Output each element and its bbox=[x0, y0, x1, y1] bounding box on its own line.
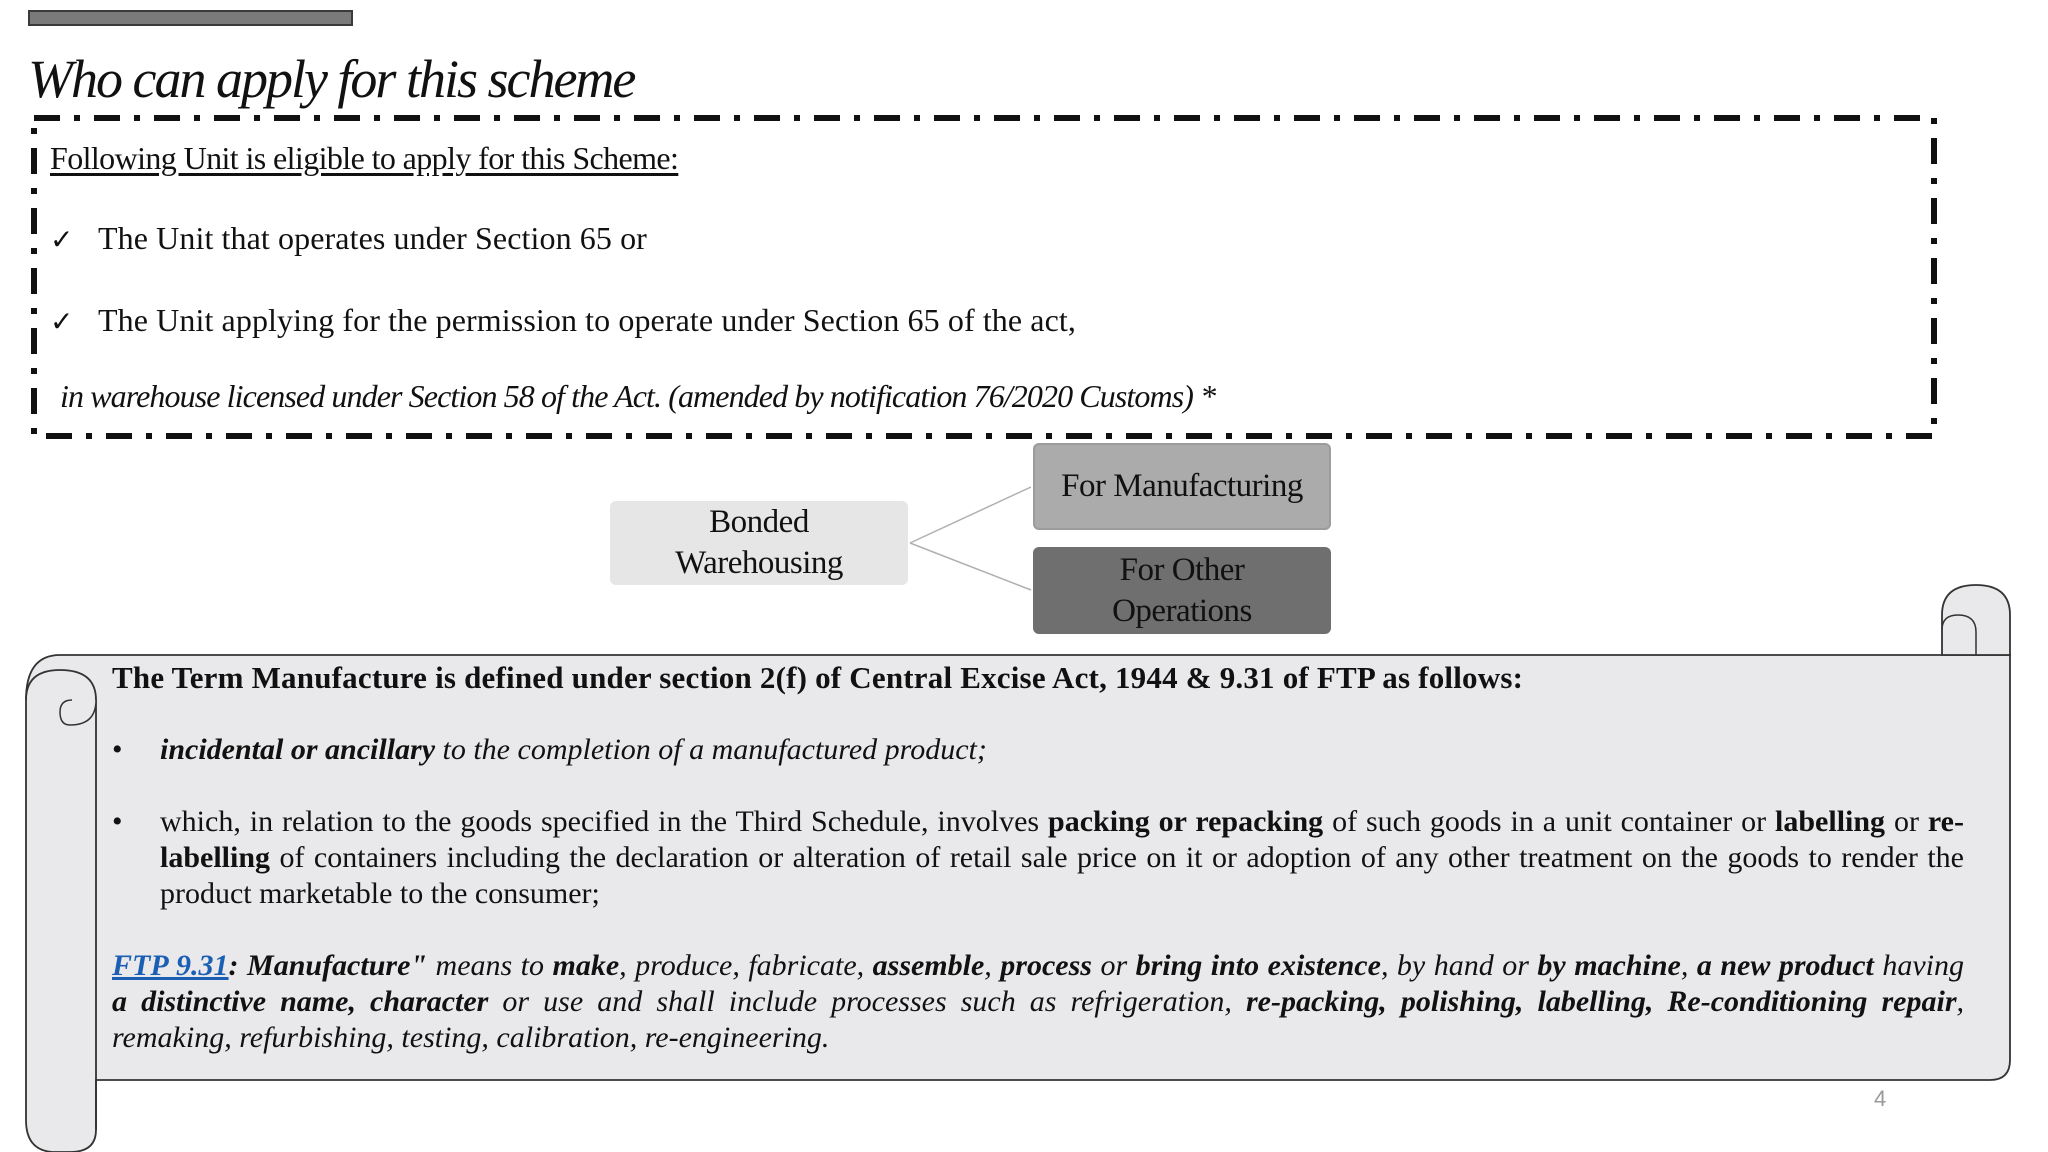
bullet-icon: • bbox=[112, 733, 123, 766]
eligibility-item-text: The Unit applying for the permission to operate under Section 65 of the act, bbox=[98, 302, 1077, 338]
checkmark-icon: ✓ bbox=[50, 305, 74, 338]
bullet-text: which, in relation to the goods specified in the Third Schedule, involves bbox=[160, 805, 1049, 838]
bullet-bold-text: re-labelling bbox=[160, 805, 1964, 874]
ftp-bold-text: re-packing, polishing, labelling, Re-conditioning repair bbox=[1245, 985, 1957, 1018]
bullet-bold-text: labelling bbox=[1775, 805, 1886, 838]
definition-heading: The Term Manufacture is defined under section 2(f) of Central Excise Act, 1944 & 9.31 of FTP as follows: bbox=[112, 660, 1524, 695]
bullet-text: of such goods in a unit container or bbox=[1323, 805, 1776, 838]
ftp-text: having bbox=[1873, 949, 1965, 982]
ftp-text: , remaking, refurbishing, testing, calibration, re-engineering. bbox=[112, 985, 1965, 1054]
ftp-text: , produce, fabricate, bbox=[619, 949, 873, 982]
bullet-text: or bbox=[1885, 805, 1928, 838]
bullet-text: to the completion of a manufactured product; bbox=[435, 733, 987, 766]
ftp-bold-text: assemble bbox=[872, 949, 985, 982]
node-label-line: Operations bbox=[1112, 592, 1252, 629]
ftp-bold-text: make bbox=[552, 949, 620, 982]
ftp-bold-text: bring into existence bbox=[1135, 949, 1381, 982]
bullet-bold-text: incidental or ancillary bbox=[160, 733, 436, 766]
ftp-text: or bbox=[1091, 949, 1136, 982]
eligibility-item-text: The Unit that operates under Section 65 or bbox=[98, 220, 647, 256]
ftp-text: , bbox=[1680, 949, 1697, 982]
ftp-bold-text: by machine bbox=[1537, 949, 1681, 982]
eligibility-note: in warehouse licensed under Section 58 of the Act. (amended by notification 76/2020 Customs) * bbox=[60, 378, 1216, 414]
ftp-definition bbox=[112, 948, 1964, 1056]
node-label-line: Warehousing bbox=[675, 545, 843, 581]
ftp-text: , by hand or bbox=[1380, 949, 1538, 982]
ftp-bold-text: process bbox=[1000, 949, 1092, 982]
definition-bullet bbox=[112, 804, 1964, 912]
bullet-text: of containers including the declaration or alteration of retail sale price on it or adoption of any other treatment on the goods to render the product marketable to the consumer; bbox=[160, 841, 1964, 910]
eligibility-heading: Following Unit is eligible to apply for this Scheme: bbox=[50, 140, 679, 176]
ftp-text: means to bbox=[427, 949, 553, 982]
definition-panel bbox=[112, 660, 1964, 1056]
ftp-text: or use and shall include processes such as refrigeration, bbox=[488, 985, 1246, 1018]
ftp-text: , bbox=[984, 949, 1001, 982]
bullet-icon: • bbox=[112, 805, 123, 838]
page-title: Who can apply for this scheme bbox=[28, 49, 635, 109]
node-label: For Manufacturing bbox=[1061, 468, 1303, 504]
ftp-bold-text: a distinctive name, character bbox=[112, 985, 489, 1018]
node-label-line: For Other bbox=[1119, 551, 1245, 588]
page-number: 4 bbox=[1874, 1086, 1887, 1111]
ftp-9-31-link[interactable]: FTP 9.31 bbox=[112, 949, 229, 982]
node-label-line: Bonded bbox=[709, 504, 809, 540]
ftp-bold-text: a new product bbox=[1696, 949, 1874, 982]
ftp-bold-text: : Manufacture" bbox=[228, 949, 428, 982]
checkmark-icon: ✓ bbox=[50, 223, 74, 256]
definition-bullet bbox=[112, 732, 1964, 768]
bullet-bold-text: packing or repacking bbox=[1048, 805, 1324, 838]
